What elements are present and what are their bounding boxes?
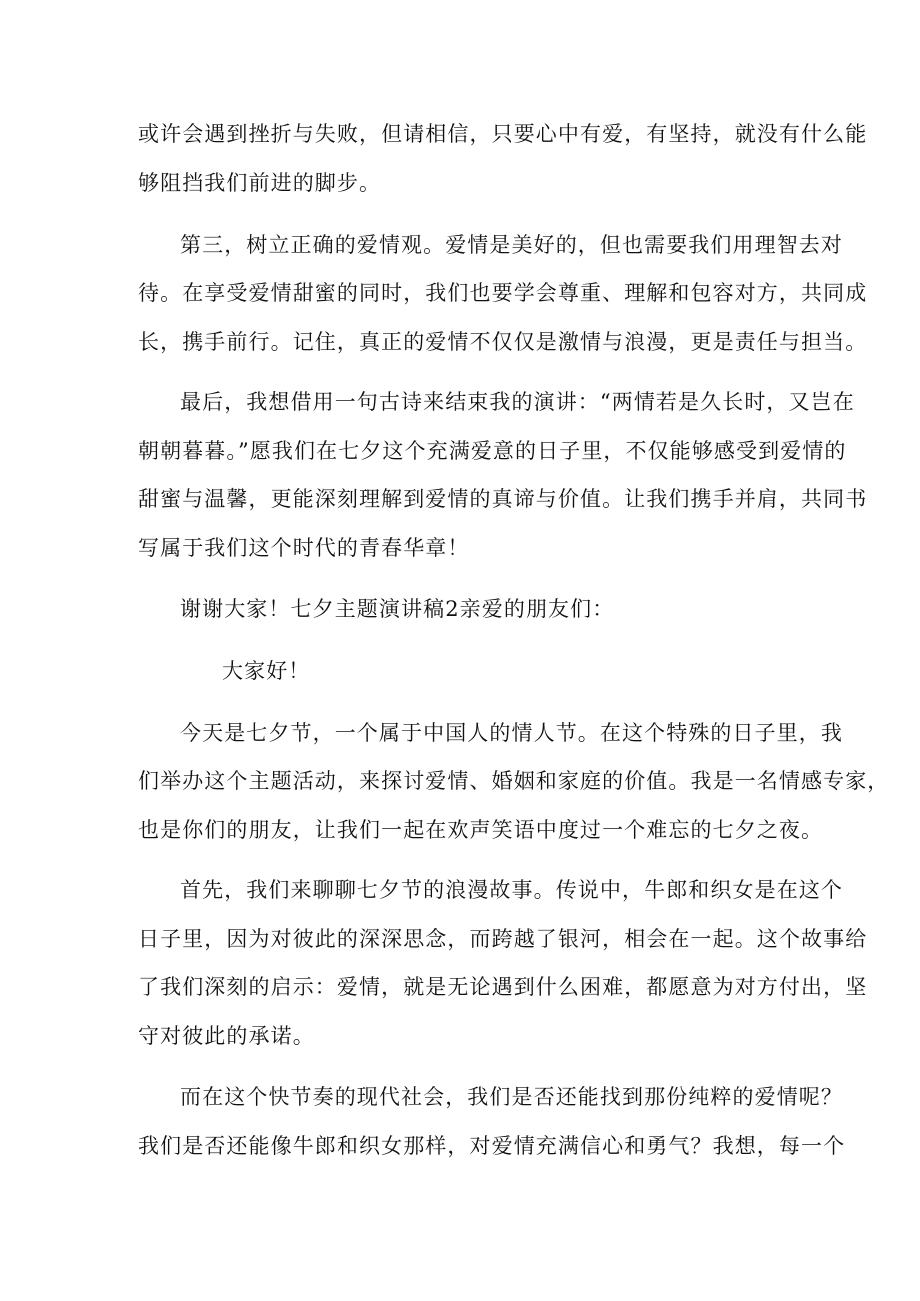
text-line: 最后，我想借用一句古诗来结束我的演讲：“两情若是久长时，又岂在 <box>180 390 855 414</box>
text-line: 而在这个快节奏的现代社会，我们是否还能找到那份纯粹的爱情呢？ <box>180 1085 843 1109</box>
text-line: 日子里，因为对彼此的深深思念，而跨越了银河，相会在一起。这个故事给 <box>138 927 868 951</box>
text-line: 朝朝暮暮。”愿我们在七夕这个充满爱意的日子里，不仅能够感受到爱情的 <box>138 439 847 463</box>
text-line: 守对彼此的承诺。 <box>138 1024 315 1048</box>
text-line: 我们是否还能像牛郎和织女那样，对爱情充满信心和勇气？我想，每一个 <box>138 1134 846 1158</box>
text-line: 也是你们的朋友，让我们一起在欢声笑语中度过一个难忘的七夕之夜。 <box>138 818 824 842</box>
text-line: 第三，树立正确的爱情观。爱情是美好的，但也需要我们用理智去对 <box>180 233 843 257</box>
text-line: 谢谢大家！七夕主题演讲稿2亲爱的朋友们： <box>180 597 615 621</box>
text-line: 待。在享受爱情甜蜜的同时，我们也要学会尊重、理解和包容对方，共同成 <box>138 281 868 305</box>
text-line: 够阻挡我们前进的脚步。 <box>138 171 382 195</box>
text-line: 长，携手前行。记住，真正的爱情不仅仅是激情与浪漫，更是责任与担当。 <box>138 330 868 354</box>
text-line: 今天是七夕节，一个属于中国人的情人节。在这个特殊的日子里，我 <box>180 721 843 745</box>
text-line: 大家好！ <box>222 659 311 683</box>
text-line: 们举办这个主题活动，来探讨爱情、婚姻和家庭的价值。我是一名情感专家， <box>138 769 890 793</box>
text-line: 或许会遇到挫折与失败，但请相信，只要心中有爱，有坚持，就没有什么能 <box>138 122 868 146</box>
text-line: 首先，我们来聊聊七夕节的浪漫故事。传说中，牛郎和织女是在这个 <box>180 878 843 902</box>
text-line: 了我们深刻的启示：爱情，就是无论遇到什么困难，都愿意为对方付出，坚 <box>138 975 868 999</box>
text-line: 写属于我们这个时代的青春华章！ <box>138 536 470 560</box>
text-line: 甜蜜与温馨，更能深刻理解到爱情的真谛与价值。让我们携手并肩，共同书 <box>138 487 868 511</box>
